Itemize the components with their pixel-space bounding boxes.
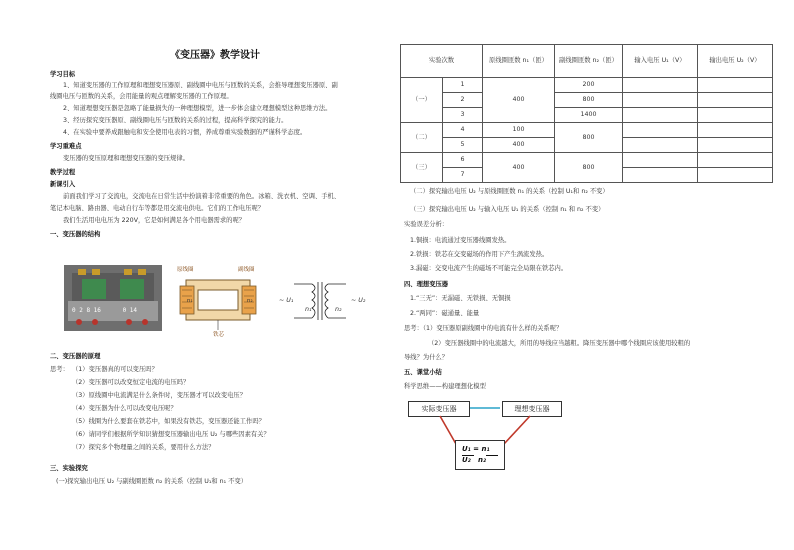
- table-cell-n1: 100: [483, 123, 555, 138]
- table-cell-n2: 200: [555, 78, 623, 93]
- table-cell-empty: [623, 93, 698, 108]
- section-heading-process: 教学过程: [50, 169, 76, 176]
- objective-line: 4、在实验中要养成跟触电和安全使用电表的习惯，养成尊重实验数据的严谨科学态度。: [63, 129, 307, 136]
- ideal-item: 1.“三无”：无漏磁、无铁损、无铜损: [410, 295, 511, 302]
- transformer-photo: [64, 265, 162, 331]
- error-item: 3.漏磁：交变电流产生的磁场不可能完全局限在铁芯内。: [410, 265, 568, 272]
- table-trial: 3: [443, 108, 483, 123]
- table-group-label: （二）: [401, 123, 443, 153]
- table-header-cell: 输出电压 U₂（V）: [698, 45, 773, 78]
- table-cell-n1: 400: [483, 138, 555, 153]
- table-cell-empty: [698, 78, 773, 93]
- think-question: 思考：（1）变压器原副线圈中的电流有什么样的关系呢？: [404, 325, 563, 332]
- question-item: （1）变压器真的可以变压吗？: [72, 366, 158, 373]
- objective-line: 2、知道理想变压器是忽略了能量损失的一种理想模型，进一步体会建立理想模型这种思维方法。: [63, 105, 332, 112]
- label-u1: ~ U₁: [279, 297, 294, 304]
- table-group-label: （一）: [401, 78, 443, 123]
- table-trial: 5: [443, 138, 483, 153]
- question-item: （5）线圈为什么要套在铁芯中，如果没有铁芯，变压器还能工作吗？: [72, 418, 265, 425]
- formula-bottom: U₂ n₂: [462, 456, 487, 464]
- intro-line: 笔记本电脑、路由器、电动自行车等都是用交流电供电。它们的工作电压呢？: [50, 205, 265, 212]
- table-trial: 7: [443, 168, 483, 183]
- table-cell-empty: [698, 108, 773, 123]
- table-cell-empty: [698, 168, 773, 183]
- box-ideal-transformer: 理想变压器: [502, 401, 562, 417]
- section-heading-objectives: 学习目标: [50, 71, 76, 78]
- table-trial: 4: [443, 123, 483, 138]
- table-cell-n1: 400: [483, 78, 555, 123]
- label-n2-core: n₂: [247, 298, 253, 304]
- ideal-item: 2.“两同”：磁通量、能量: [410, 310, 480, 317]
- label-n2-symbol: n₂: [335, 306, 342, 313]
- section-heading-keypoints: 学习重难点: [50, 143, 82, 150]
- photo-terminal-labels: 0 2 8 16 0 14: [72, 307, 138, 314]
- error-item: 2.铁损：铁芯在交变磁场的作用下产生涡流发热。: [410, 251, 549, 258]
- objective-line: 线圈电压与匝数的关系，会用能量的观点理解变压器的工作原理。: [50, 93, 233, 100]
- label-iron-core: 铁芯: [213, 332, 225, 338]
- table-cell-empty: [698, 153, 773, 168]
- table-cell-empty: [623, 123, 698, 138]
- table-trial: 2: [443, 93, 483, 108]
- table-cell-n2: 1400: [555, 108, 623, 123]
- label-primary-coil: 原线圈: [177, 267, 194, 273]
- table-cell-empty: [623, 78, 698, 93]
- question-item: （6）请同学们根据所学知识猜想变压器输出电压 U₂ 与哪些因素有关？: [72, 431, 270, 438]
- summary-line: 科学思维——构建理想化模型: [404, 383, 486, 390]
- table-cell-n1: 400: [483, 153, 555, 183]
- table-header-cell: 实验次数: [401, 45, 483, 78]
- question-item: （4）变压器为什么可以改变电压呢？: [72, 405, 177, 412]
- table-cell-empty: [623, 153, 698, 168]
- intro-line: 我们生活用电电压为 220V，它是如何满足各个用电器需求的呢？: [63, 217, 246, 224]
- label-n1-symbol: n₁: [305, 306, 312, 313]
- experiment-table: [400, 44, 773, 183]
- table-trial: 6: [443, 153, 483, 168]
- think-label: 思考：: [50, 366, 69, 373]
- table-cell-empty: [623, 168, 698, 183]
- objective-line: 3、经历探究变压器原、副线圈电压与匝数的关系的过程，提高科学探究的能力。: [63, 117, 288, 124]
- experiment-line: （三）探究输出电压 U₂ 与输入电压 U₁ 的关系（控制 n₁ 和 n₂ 不变）: [410, 206, 605, 213]
- think-question: 导线？为什么？: [404, 354, 449, 361]
- table-header-cell: 原线圈匝数 n₁（匝）: [483, 45, 555, 78]
- table-trial: 1: [443, 78, 483, 93]
- voltage-ratio-formula: [455, 440, 505, 470]
- table-cell-empty: [698, 138, 773, 153]
- label-secondary-coil: 副线圈: [238, 267, 255, 273]
- table-cell-empty: [698, 123, 773, 138]
- section-heading-structure: 一、变压器的结构: [50, 231, 101, 238]
- question-item: （3）原线圈中电流满足什么条件时，变压器才可以改变电压？: [72, 392, 247, 399]
- table-group-label: （三）: [401, 153, 443, 183]
- objective-line: 1、知道变压器的工作原理和理想变压器原、副线圈中电压与匝数的关系，会推导理想变压器原、副: [63, 82, 338, 89]
- experiment-line: (一)探究输出电压 U₂ 与副线圈匝数 n₂ 的关系（控制 U₁和 n₁ 不变）: [56, 478, 248, 485]
- page-title: 《变压器》教学设计: [170, 50, 260, 61]
- subheading-intro: 新课引入: [50, 181, 76, 188]
- experiment-line: （二）探究输出电压 U₂ 与原线圈匝数 n₁ 的关系（控制 U₁和 n₂ 不变）: [410, 188, 609, 195]
- formula-top: U₁ = n₁: [462, 445, 490, 453]
- intro-line: 前面我们学习了交流电，交流电在日常生活中扮演着非常重要的角色。冰箱、洗衣机、空调、手机、: [63, 193, 341, 200]
- error-item: 1.铜损：电流通过变压器线圈发热。: [410, 237, 511, 244]
- table-cell-n2: 800: [555, 93, 623, 108]
- table-header-cell: 副线圈匝数 n₂（匝）: [555, 45, 623, 78]
- table-cell-empty: [698, 93, 773, 108]
- error-analysis-label: 实验误差分析：: [404, 221, 449, 228]
- section-heading-experiment: 三、实验探究: [50, 465, 88, 472]
- think-question: （2）变压器线圈中的电流越大，所用的导线应当越粗。降压变压器中哪个线圈应该使用较粗的: [428, 340, 691, 347]
- label-u2: ~ U₂: [351, 297, 366, 304]
- section-heading-principle: 二、变压器的原理: [50, 353, 101, 360]
- keypoint-line: 变压器的变压原理和理想变压器的变压规律。: [63, 155, 189, 162]
- section-heading-summary: 五、课堂小结: [404, 369, 442, 376]
- table-cell-empty: [623, 108, 698, 123]
- table-cell-n2: 800: [555, 123, 623, 153]
- label-n1-core: n₁: [187, 298, 193, 304]
- question-item: （2）变压器可以改变恒定电流的电压吗？: [72, 379, 190, 386]
- box-real-transformer: 实际变压器: [408, 401, 470, 417]
- table-header-cell: 输入电压 U₁（V）: [623, 45, 698, 78]
- section-heading-ideal: 四、理想变压器: [404, 281, 449, 288]
- table-cell-empty: [623, 138, 698, 153]
- question-item: （7）探究多个物理量之间的关系，要用什么方法？: [72, 444, 215, 451]
- table-cell-n2: 800: [555, 153, 623, 183]
